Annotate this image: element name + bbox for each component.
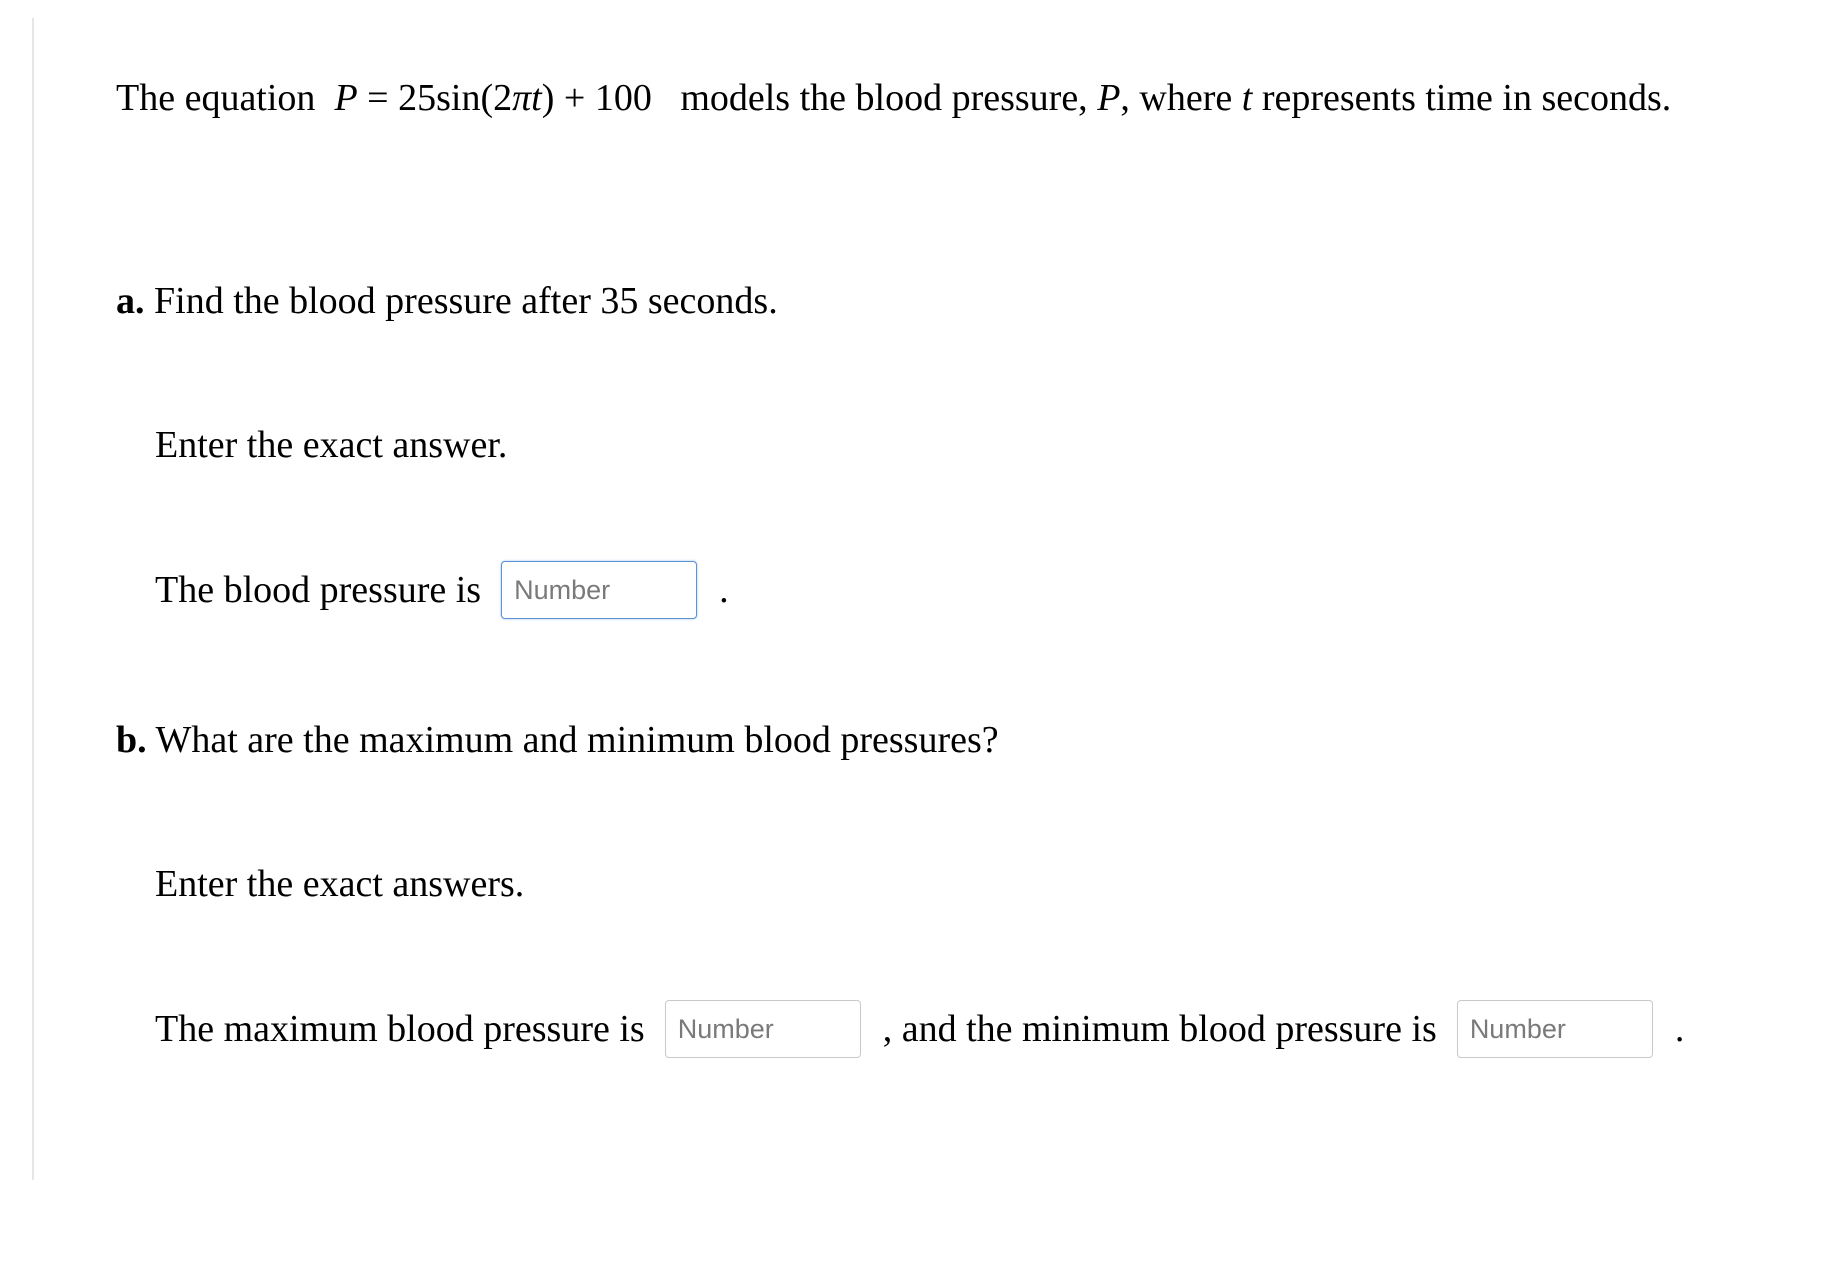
- part-b-question: [116, 715, 999, 765]
- left-border: [32, 18, 34, 1180]
- part-b-question-text: What are the maximum and minimum blood pressures?: [155, 719, 999, 761]
- equation-arg-t: t: [531, 77, 542, 119]
- part-a-answer-prefix: The blood pressure is: [155, 569, 482, 611]
- max-answer-prefix: The maximum blood pressure is: [155, 1008, 645, 1050]
- part-a-question-end: seconds.: [647, 280, 778, 322]
- equation-arg-open: (2: [480, 77, 513, 119]
- intro-var-t: t: [1241, 77, 1253, 119]
- part-b-label: b.: [116, 719, 147, 761]
- problem-statement: [116, 70, 1808, 127]
- part-b-instruction: Enter the exact answers.: [155, 863, 525, 905]
- part-a-question: [116, 276, 778, 326]
- min-answer-prefix: , and the minimum blood pressure is: [882, 1008, 1437, 1050]
- equation-pi: π: [512, 77, 532, 119]
- part-b-answer-line: [155, 1000, 1684, 1058]
- part-a-question-text: Find the blood pressure after: [154, 280, 591, 322]
- equation-arg-close: ): [541, 77, 555, 119]
- equation-constant: 100: [594, 77, 652, 119]
- part-a-number: 35: [600, 280, 639, 322]
- minimum-pressure-input[interactable]: [1457, 1000, 1653, 1058]
- part-a-answer-line: [155, 561, 729, 619]
- part-b-period: .: [1674, 1008, 1685, 1050]
- intro-where: where: [1139, 77, 1233, 119]
- intro-comma: ,: [1120, 77, 1130, 119]
- part-a-label: a.: [116, 280, 145, 322]
- equation-var-p: P: [334, 77, 358, 119]
- equation-function: sin: [436, 77, 481, 119]
- equation-plus: +: [563, 77, 586, 119]
- intro-prefix: The equation: [116, 77, 316, 119]
- intro-var-p: P: [1097, 77, 1121, 119]
- blood-pressure-input[interactable]: [501, 561, 697, 619]
- intro-suffix: represents time in seconds.: [1261, 77, 1672, 119]
- equation: [334, 77, 661, 119]
- part-a-period: .: [719, 569, 729, 611]
- maximum-pressure-input[interactable]: [665, 1000, 861, 1058]
- part-a-instruction: Enter the exact answer.: [155, 424, 508, 466]
- intro-mid: models the blood pressure,: [680, 77, 1088, 119]
- equation-coefficient: 25: [398, 77, 437, 119]
- equation-equals: =: [367, 77, 389, 119]
